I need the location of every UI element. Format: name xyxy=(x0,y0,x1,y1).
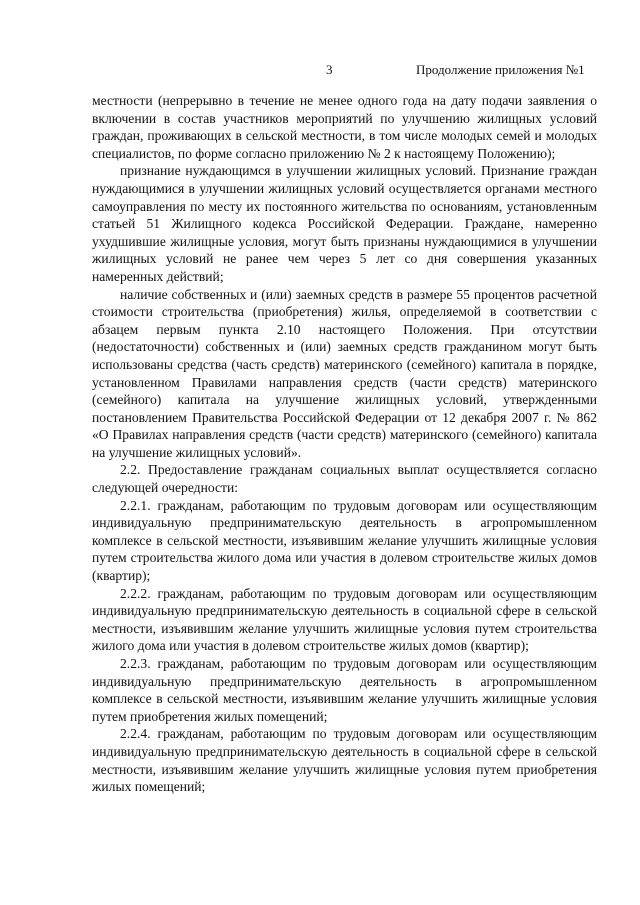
appendix-continuation-label: Продолжение приложения №1 xyxy=(416,62,585,77)
paragraph-housing-need-recognition: признание нуждающимся в улучшении жилищных условий. Признание граждан нуждающимися в улучшении жилищных условий осуществляется органами местного самоуправления по месту их постоянного жительства по основаниям, установленным статьей 51 Жилищного кодекса Российской Федерации. Граждане, намеренно ухудшившие жилищные условия, могут быть признаны нуждающимися в улучшении жилищных условий не ранее чем через 5 лет со дня совершения указанных намеренных действий; xyxy=(92,163,597,284)
paragraph-2-2-1: 2.2.1. гражданам, работающим по трудовым договорам или осуществляющим индивидуальную предпринимательскую деятельность в агропромышленном комплексе в сельской местности, изъявившим желание улучшить жилищные условия путем строительства жилого дома или участия в долевом строительстве жилых домов (квартир); xyxy=(92,497,597,584)
paragraph-2-2-priority: 2.2. Предоставление гражданам социальных выплат осуществляется согласно следующей очередности: xyxy=(92,462,597,496)
paragraph-residence-continuation: местности (непрерывно в течение не менее одного года на дату подачи заявления о включении в состав участников мероприятий по улучшению жилищных условий граждан, проживающих в сельской местности, в том числе молодых семей и молодых специалистов, по форме согласно приложению № 2 к настоящему Положению); xyxy=(92,93,597,161)
paragraph-2-2-2: 2.2.2. гражданам, работающим по трудовым договорам или осуществляющим индивидуальную предпринимательскую деятельность в социальной сфере в сельской местности, изъявившим желание улучшить жилищные условия путем строительства жилого дома или участия в долевом строительстве жилых домов (квартир); xyxy=(92,585,597,654)
page-number: 3 xyxy=(326,62,333,77)
paragraph-2-2-3: 2.2.3. гражданам, работающим по трудовым договорам или осуществляющим индивидуальную предпринимательскую деятельность в агропромышленном комплексе в сельской местности, изъявившим желание улучшить жилищные условия путем приобретения жилых помещений; xyxy=(92,656,597,724)
paragraph-own-funds-requirement: наличие собственных и (или) заемных средств в размере 55 процентов расчетной стоимости строительства (приобретения) жилья, определяемой в соответствии с абзацем первым пункта 2.10 настоящего Положения. При отсутствии (недостаточности) собственных и (или) заемных средств гражданином могут быть использованы средства (часть средств) материнского (семейного) капитала в порядке, установленном Правилами направления средств (части средств) материнского (семейного) капитала на улучшение жилищных условий, утвержденными постановлением Правительства Российской Федерации от 12 декабря 2007 г. № 862 «О Правилах направления средств (части средств) материнского (семейного) капитала на улучшение жилищных условий». xyxy=(92,286,597,460)
document-body xyxy=(92,92,597,796)
paragraph-2-2-4: 2.2.4. гражданам, работающим по трудовым договорам или осуществляющим индивидуальную предпринимательскую деятельность в социальной сфере в сельской местности, изъявившим желание улучшить жилищные условия путем приобретения жилых помещений; xyxy=(92,726,597,795)
